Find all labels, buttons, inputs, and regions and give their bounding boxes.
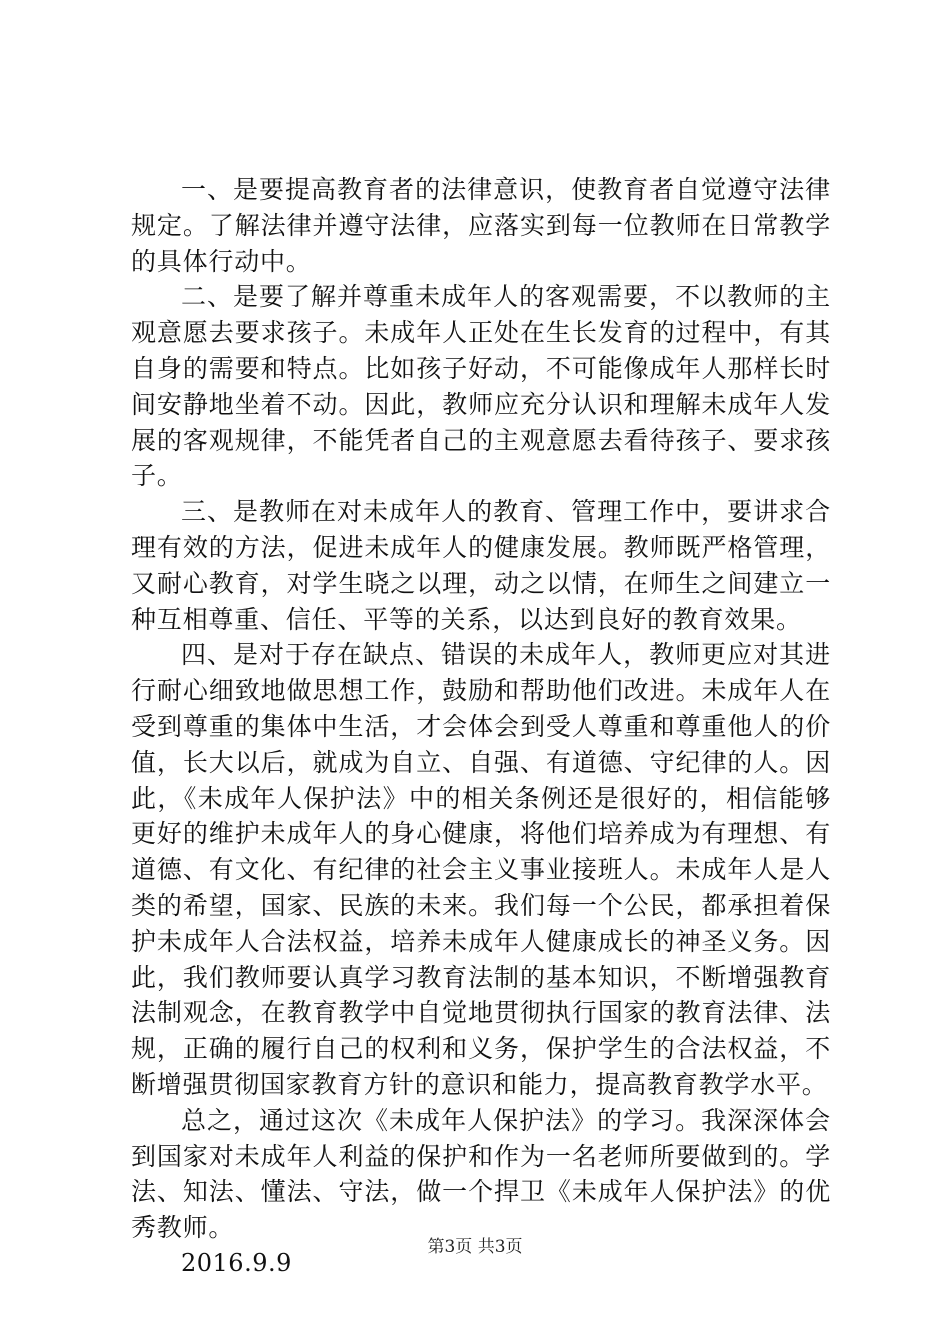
paragraph-4: 四、是对于存在缺点、错误的未成年人，教师更应对其进行耐心细致地做思想工作，鼓励和帮助他们改进。未成年人在受到尊重的集体中生活，才会体会到受人尊重和尊重他人的价值，长大以后，就成为自立、自强、有道德、守纪律的人。因此，《未成年人保护法》中的相关条例还是很好的，相信能够更好的维护未成年人的身心健康，将他们培养成为有理想、有道德、有文化、有纪律的社会主义事业接班人。未成年人是人类的希望，国家、民族的未来。我们每一个公民，都承担着保护未成年人合法权益，培养未成年人健康成长的神圣义务。因此，我们教师要认真学习教育法制的基本知识，不断增强教育法制观念，在教育教学中自觉地贯彻执行国家的教育法律、法规，正确的履行自己的权利和义务，保护学生的合法权益，不断增强贯彻国家教育方针的意识和能力，提高教育教学水平。 (131, 640, 831, 1099)
document-body (131, 172, 831, 1282)
paragraph-3: 三、是教师在对未成年人的教育、管理工作中，要讲求合理有效的方法，促进未成年人的健康发展。教师既严格管理，又耐心教育，对学生晓之以理，动之以情，在师生之间建立一种互相尊重、信任、平等的关系，以达到良好的教育效果。 (131, 497, 831, 634)
paragraph-1: 一、是要提高教育者的法律意识，使教育者自觉遵守法律规定。了解法律并遵守法律，应落实到每一位教师在日常教学的具体行动中。 (131, 175, 831, 276)
paragraph-5: 总之，通过这次《未成年人保护法》的学习。我深深体会到国家对未成年人利益的保护和作为一名老师所要做到的。学法、知法、懂法、守法，做一个捍卫《未成年人保护法》的优秀教师。 (131, 1105, 831, 1243)
paragraph-2: 二、是要了解并尊重未成年人的客观需要，不以教师的主观意愿去要求孩子。未成年人正处在生长发育的过程中，有其自身的需要和特点。比如孩子好动，不可能像成年人那样长时间安静地坐着不动。因此，教师应充分认识和理解未成年人发展的客观规律，不能凭者自己的主观意愿去看待孩子、要求孩子。 (131, 282, 831, 491)
page-footer: 第3页 共3页 (427, 1237, 523, 1257)
document-date: 2016.9.9 (181, 1248, 292, 1277)
